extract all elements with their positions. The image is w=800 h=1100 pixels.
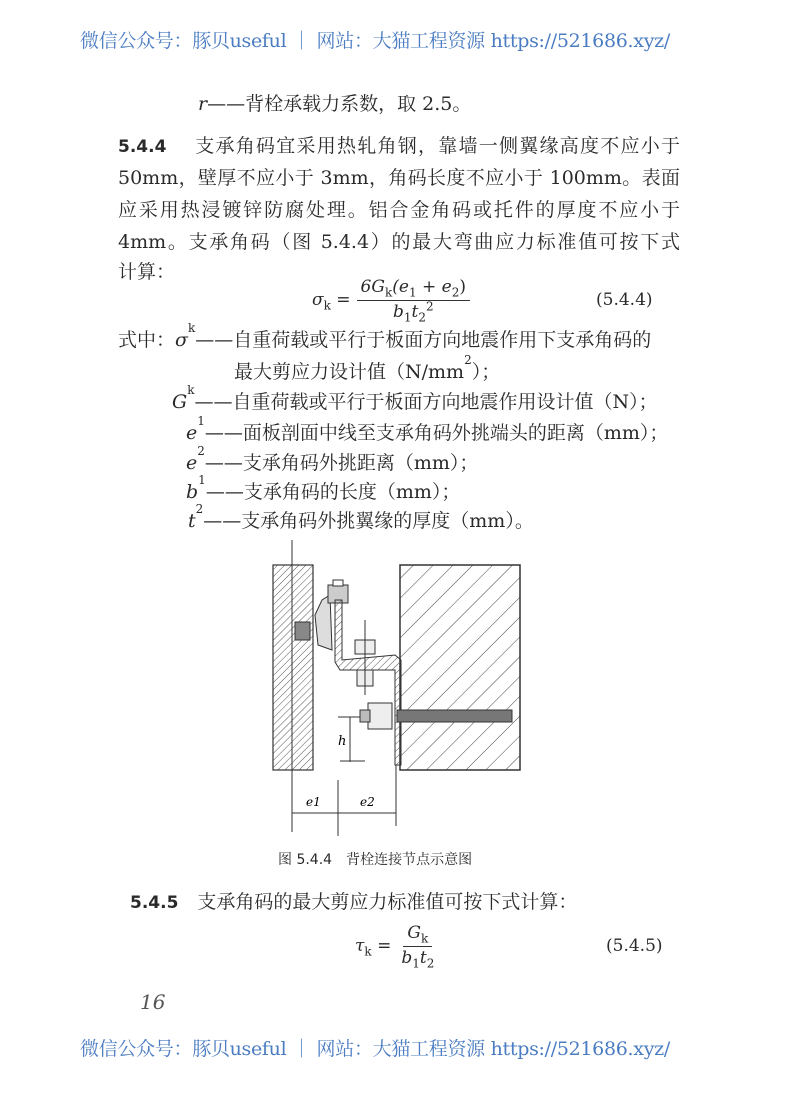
definition-text: 最大剪应力设计值（N/mm	[234, 361, 465, 383]
f-lhs: τ	[355, 936, 365, 956]
watermark-bottom: 微信公众号：豚贝useful ｜ 网站：大猫工程资源 https://521686.xyz/	[80, 1038, 670, 1060]
symbol-sub: 1	[198, 473, 206, 487]
definition-text: ——支承角码的长度（mm）；	[205, 481, 461, 503]
para-line	[118, 134, 680, 158]
f-den: b	[392, 301, 404, 322]
f-den: t	[411, 301, 419, 322]
definition	[118, 321, 718, 352]
f-sub: 1	[412, 955, 420, 970]
formula-544	[312, 274, 470, 326]
definition	[118, 502, 718, 533]
f-num: 6G	[360, 276, 385, 297]
f-sub: 1	[403, 309, 412, 324]
equation-number: (5.4.4)	[596, 290, 653, 310]
page-number: 16	[140, 990, 166, 1014]
stone-panel	[273, 565, 313, 770]
prev-item-definition	[198, 92, 471, 116]
definition-text: ——自重荷载或平行于板面方向地震作用设计值（N）；	[194, 391, 658, 413]
definition-text: ）；	[471, 361, 501, 383]
dim-label-e1: e1	[306, 795, 321, 809]
f-num: + e	[416, 276, 452, 297]
definitions-list	[118, 321, 718, 533]
definition-text: ——自重荷载或平行于板面方向地震作用下支承角码的	[195, 329, 652, 351]
figure-caption: 图 5.4.4 背栓连接节点示意图	[278, 852, 473, 868]
definition	[118, 414, 718, 445]
para-line: 应采用热浸镀锌防腐处理。铝合金角码或托件的厚度不应小于	[118, 199, 680, 221]
section-text: 支承角码的最大剪应力标准值可按下式计算：	[197, 891, 578, 913]
symbol: b	[186, 481, 199, 503]
definition	[118, 383, 718, 414]
f-sub: k	[421, 930, 429, 945]
symbol-sub: 2	[197, 444, 205, 458]
f-lhs-group: $\sigma_k$ =	[312, 290, 351, 313]
definition-text: ——支承角码外挑翼缘的厚度（mm）。	[203, 510, 534, 532]
symbol-sub: 1	[197, 414, 205, 428]
line-text: 支承角码宜采用热轧角钢，靠墙一侧翼缘高度不应小于	[195, 135, 680, 157]
f-sup: 2	[425, 298, 434, 313]
para-line: 计算：	[118, 261, 176, 283]
f-num: (e	[392, 276, 409, 297]
symbol-sub: k	[187, 383, 195, 397]
symbol: G	[172, 391, 188, 413]
where-label: 式中：	[118, 329, 176, 351]
f-lhs-group: $\tau_k$ =	[355, 936, 392, 959]
formula-545	[355, 920, 438, 972]
connection-detail-figure	[260, 540, 550, 840]
f-sub: 2	[426, 955, 435, 970]
fraction	[357, 276, 470, 325]
f-den: t	[419, 947, 427, 968]
symbol-sub: k	[188, 321, 196, 335]
concrete-wall	[400, 565, 520, 770]
back-bolt	[295, 622, 310, 640]
definition-text: ——支承角码外挑距离（mm）；	[204, 452, 479, 474]
symbol-sub: 2	[195, 502, 204, 516]
symbol: e	[186, 452, 198, 474]
f-lhs: σ	[312, 290, 324, 310]
f-sub: 2	[418, 309, 426, 324]
symbol: σ	[175, 329, 188, 351]
definition-text: ——面板剖面中线至支承角码外挑端头的距离（mm）；	[204, 422, 669, 444]
symbol: e	[186, 422, 198, 444]
f-num: )	[459, 276, 466, 297]
f-num: G	[407, 922, 421, 943]
f-sub: k	[364, 944, 372, 959]
definition-cont	[118, 353, 718, 384]
definition-text: ——背栓承载力系数，取 2.5。	[207, 93, 472, 115]
f-sub: k	[323, 298, 331, 313]
section-545	[130, 890, 577, 914]
f-sub: 1	[408, 284, 417, 299]
section-number: 5.4.4	[118, 137, 167, 157]
watermark-top: 微信公众号：豚贝useful ｜ 网站：大猫工程资源 https://521686.xyz/	[80, 30, 670, 52]
dim-label-h: h	[338, 734, 347, 749]
section-number: 5.4.5	[130, 893, 179, 913]
definition	[118, 444, 718, 475]
f-sub: 2	[451, 284, 460, 299]
definition	[118, 473, 718, 504]
sup: 2	[464, 353, 472, 367]
symbol: r	[198, 93, 208, 115]
dim-label-e2: e2	[360, 795, 375, 809]
anchor-bolt	[397, 710, 512, 722]
f-den: b	[401, 947, 413, 968]
f-sub: k	[384, 284, 393, 299]
fraction	[397, 922, 438, 971]
para-line: 50mm，壁厚不应小于 3mm，角码长度不应小于 100mm。表面	[118, 167, 680, 189]
symbol: t	[188, 510, 196, 532]
para-line: 4mm。支承角码（图 5.4.4）的最大弯曲应力标准值可按下式	[118, 231, 680, 253]
equation-number: (5.4.5)	[606, 936, 663, 956]
